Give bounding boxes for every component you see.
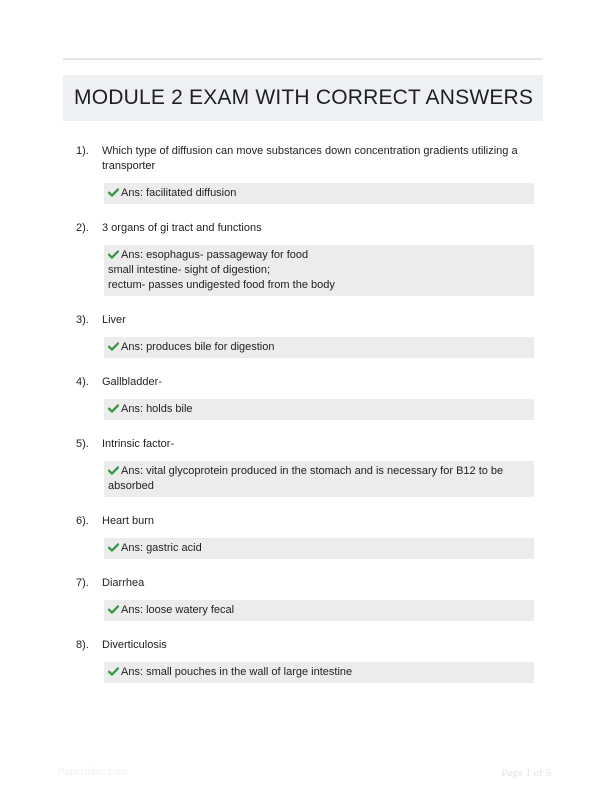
question-row [63, 221, 543, 236]
question-text: Diverticulosis [102, 639, 167, 651]
question-text: Intrinsic factor- [102, 438, 175, 450]
answer-box [104, 662, 534, 683]
answer-box [104, 461, 534, 497]
answer-box [104, 245, 534, 296]
check-icon [108, 605, 119, 614]
check-icon [108, 250, 119, 259]
question-text: 3 organs of gi tract and functions [102, 222, 262, 234]
answer-text: Ans: facilitated diffusion [121, 187, 237, 199]
question-item [63, 144, 543, 204]
check-icon [108, 404, 119, 413]
question-number: 1). [76, 145, 89, 157]
question-item [63, 375, 543, 420]
question-number: 2). [76, 222, 89, 234]
question-row [63, 375, 543, 390]
question-item [63, 514, 543, 559]
question-text: Which type of diffusion can move substances down concentration gradients utilizing a transporter [102, 145, 518, 172]
question-item [63, 313, 543, 358]
question-number: 7). [76, 577, 89, 589]
question-list [63, 144, 543, 700]
check-icon [108, 188, 119, 197]
page-number: Page 1 of 5 [501, 767, 551, 779]
question-text: Diarrhea [102, 577, 145, 589]
answer-text: Ans: small pouches in the wall of large intestine [121, 666, 353, 678]
question-text: Heart burn [102, 515, 154, 527]
question-row [63, 638, 543, 653]
page-title: MODULE 2 EXAM WITH CORRECT ANSWERS [74, 86, 534, 109]
answer-box [104, 399, 534, 420]
question-row [63, 437, 543, 452]
question-number: 6). [76, 515, 89, 527]
question-item [63, 221, 543, 296]
answer-box [104, 337, 534, 358]
question-text: Gallbladder- [102, 376, 162, 388]
question-row [63, 576, 543, 591]
question-number: 8). [76, 639, 89, 651]
answer-text: Ans: gastric acid [121, 542, 202, 554]
question-number: 4). [76, 376, 89, 388]
answer-text: Ans: esophagus- passageway for food small intestine- sight of digestion; rectum- passes undigested food from the body [108, 249, 335, 291]
answer-box [104, 183, 534, 204]
question-item [63, 437, 543, 497]
question-item [63, 638, 543, 683]
answer-box [104, 538, 534, 559]
question-text: Liver [102, 314, 126, 326]
check-icon [108, 466, 119, 475]
question-number: 3). [76, 314, 89, 326]
answer-text: Ans: produces bile for digestion [121, 341, 275, 353]
check-icon [108, 342, 119, 351]
answer-text: Ans: holds bile [121, 403, 193, 415]
answer-box [104, 600, 534, 621]
question-row [63, 144, 543, 174]
answer-text: Ans: vital glycoprotein produced in the stomach and is necessary for B12 to be absorbed [108, 465, 504, 492]
check-icon [108, 543, 119, 552]
question-row [63, 313, 543, 328]
top-divider [63, 58, 543, 60]
footer-watermark: Paperbibic.com [58, 767, 127, 778]
check-icon [108, 667, 119, 676]
title-banner [63, 75, 543, 121]
answer-text: Ans: loose watery fecal [121, 604, 235, 616]
question-row [63, 514, 543, 529]
question-item [63, 576, 543, 621]
question-number: 5). [76, 438, 89, 450]
